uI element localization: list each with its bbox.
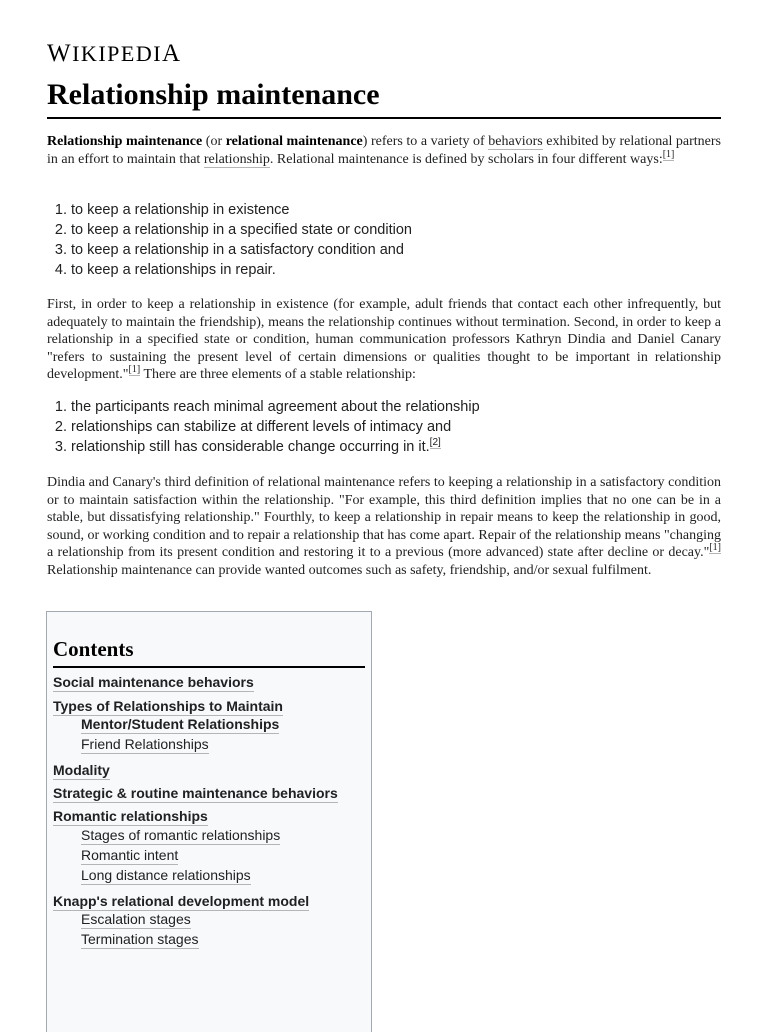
paragraph-tail: There are three elements of a stable relationship: (140, 367, 416, 382)
intro-text-1: (or (202, 134, 226, 149)
toc-item-romantic-relationships[interactable]: Romantic relationships (53, 808, 208, 824)
paragraph-text: Dindia and Canary's third definition of relational maintenance refers to keeping a relationship in a satisfactory condition or to maintain satisfaction within the relationship. "For example, this third definition implies that no one can be in a stable, but dissatisfying relationship." Fourthly, to keep a relationship in repair means to keep the relationship in good, sound, or working condition and to repair a relationship that has come apart. Repair of the relationship means "changing a relationship from its present condition and restoring it to a previous (more advanced) state after decline or decay." (47, 475, 721, 560)
toc-item-modality[interactable]: Modality (53, 762, 110, 778)
list-item: 1. the participants reach minimal agreement about the relationship (71, 397, 745, 417)
toc-item-stages-of-romantic[interactable]: Stages of romantic relationships (81, 827, 281, 843)
page-title: Relationship maintenance (47, 76, 721, 119)
toc-item-strategic-routine[interactable]: Strategic & routine maintenance behaviors (53, 785, 338, 801)
table-of-contents (46, 611, 372, 1032)
toc-heading: Contents (53, 636, 365, 668)
citation-ref[interactable]: [1] (128, 364, 141, 376)
toc-item-social-maintenance-behaviors[interactable]: Social maintenance behaviors (53, 674, 254, 690)
citation-ref[interactable]: [2] (429, 437, 441, 449)
stable-elements-list (47, 397, 745, 457)
term-relationship-maintenance: Relationship maintenance (47, 134, 203, 149)
list-item: 1. to keep a relationship in existence (71, 200, 745, 220)
toc-item-friend-relationships[interactable]: Friend Relationships (81, 736, 209, 752)
paragraph-tail: Relationship maintenance can provide wanted outcomes such as safety, friendship, and/or sexual fulfilment. (47, 562, 652, 578)
term-relational-maintenance: relational maintenance (225, 134, 363, 149)
list-item: 2. to keep a relationship in a specified state or condition (71, 220, 745, 240)
link-relationship[interactable]: relationship (203, 151, 270, 167)
toc-item-escalation-stages[interactable]: Escalation stages (81, 911, 191, 927)
toc-item-termination-stages[interactable]: Termination stages (81, 931, 199, 947)
link-behaviors[interactable]: behaviors (488, 134, 543, 149)
intro-text-4: . Relational maintenance is defined by scholars in four different ways: (269, 151, 663, 167)
intro-paragraph (47, 133, 721, 168)
logo-first-letter: W (47, 40, 73, 67)
list-item: 2. relationships can stabilize at different levels of intimacy and (71, 417, 745, 437)
toc-item-types-of-relationships[interactable]: Types of Relationships to Maintain (53, 698, 283, 714)
maintenance-definition-paragraph (47, 474, 721, 579)
definitions-list (47, 200, 745, 280)
toc-item-knapp-model[interactable]: Knapp's relational development model (53, 893, 310, 909)
intro-text-2: ) refers to a variety of (362, 134, 489, 149)
toc-item-romantic-intent[interactable]: Romantic intent (81, 847, 179, 863)
list-item: 3. to keep a relationship in a satisfactory condition and (71, 240, 745, 260)
toc-item-mentor-student[interactable]: Mentor/Student Relationships (81, 716, 280, 732)
logo-middle-letters: IKIPEDI (72, 41, 163, 66)
paragraph-text: First, in order to keep a relationship in existence (for example, adult friends that contact each other infrequently, but adequately to maintain the friendship), means the relationship continues without termination. Second, in order to keep a relationship in a specified state or condition, human communication professors Kathryn Dindia and Daniel Canary "refers to sustaining the present level of certain dimensions or qualities thought to be important in relationship development." (47, 297, 721, 382)
wikipedia-logo[interactable] (47, 40, 182, 68)
logo-last-letter: A (162, 40, 182, 67)
toc-item-long-distance[interactable]: Long distance relationships (81, 867, 251, 883)
list-item (71, 437, 745, 457)
citation-ref[interactable]: [1] (662, 148, 675, 160)
stable-relationship-paragraph (47, 296, 721, 384)
citation-ref[interactable]: [1] (709, 542, 721, 554)
list-item-text: relationship still has considerable change occurring in it. (71, 439, 430, 455)
list-item: 4. to keep a relationships in repair. (71, 260, 745, 280)
intro-text-3: exhibited by relational partners in an effort to maintain that (47, 134, 721, 167)
